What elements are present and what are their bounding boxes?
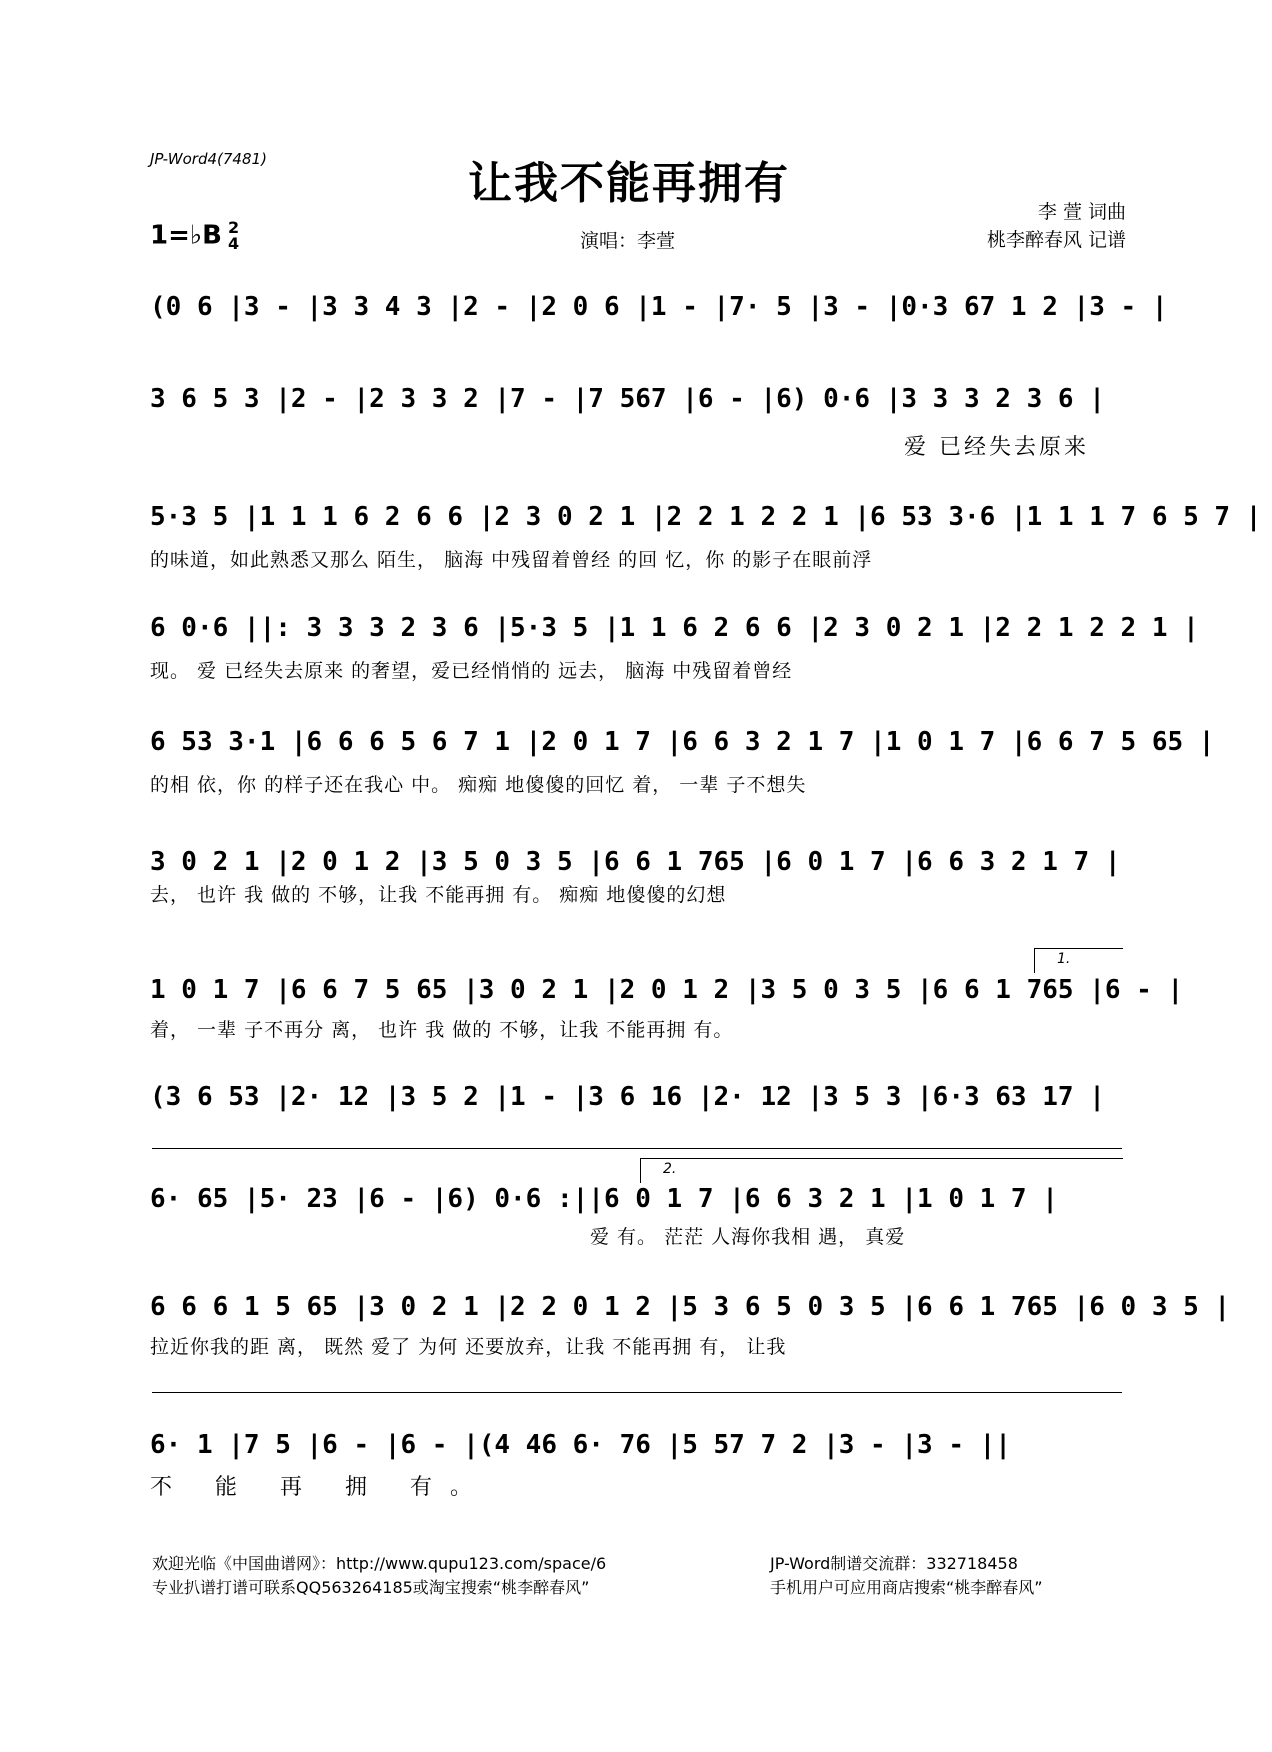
notation-line: 6· 65 |5· 23 |6 - |6) 0·6 :||6 0 1 7 |6 6 3 2 1 |1 0 1 7 | — [150, 1184, 1058, 1214]
credits — [987, 198, 1126, 254]
lyric-line: 爱 有。 茫茫 人海你我相 遇， 真爱 — [590, 1226, 906, 1248]
lyric-line: 爱 已经失去原来 — [904, 435, 1089, 460]
lyric-line: 着， 一辈 子不再分 离， 也许 我 做的 不够，让我 不能再拥 有。 — [150, 1019, 734, 1041]
notation-line: 5·3 5 |1 1 1 6 2 6 6 |2 3 0 2 1 |2 2 1 2 2 1 |6 53 3·6 |1 1 1 7 6 5 7 | — [150, 502, 1262, 532]
second-ending-label: 2. — [663, 1161, 677, 1177]
lyric-line: 的味道，如此熟悉又那么 陌生， 脑海 中残留着曾经 的回 忆，你 的影子在眼前浮 — [150, 549, 873, 571]
lyric-line: 的相 依，你 的样子还在我心 中。 痴痴 地傻傻的回忆 着， 一辈 子不想失 — [150, 774, 807, 796]
notation-line: 1 0 1 7 |6 6 7 5 65 |3 0 2 1 |2 0 1 2 |3 5 0 3 5 |6 6 1 765 |6 - | — [150, 975, 1184, 1005]
lyric-line: 现。 爱 已经失去原来 的奢望，爱已经悄悄的 远去， 脑海 中残留着曾经 — [150, 660, 793, 682]
footer-group-line: JP-Word制谱交流群：332718458 — [770, 1554, 1018, 1573]
transcriber-credit: 桃李醉春风 记谱 — [986, 229, 1126, 251]
tie-line — [152, 1148, 1122, 1149]
lyric-line: 拉近你我的距 离， 既然 爱了 为何 还要放弃，让我 不能再拥 有， 让我 — [150, 1336, 787, 1358]
lyric-line: 不 能 再 拥 有。 — [150, 1475, 490, 1500]
notation-line: (0 6 |3 - |3 3 4 3 |2 - |2 0 6 |1 - |7· 5 |3 - |0·3 67 1 2 |3 - | — [150, 292, 1168, 322]
second-ending-bracket — [640, 1158, 1123, 1183]
software-label: JP-Word4(7481) — [150, 150, 267, 168]
time-signature — [228, 220, 239, 252]
footer-website-line: 欢迎光临《中国曲谱网》：http://www.qupu123.com/space/6 — [152, 1554, 607, 1573]
lyric-line: 去， 也许 我 做的 不够，让我 不能再拥 有。 痴痴 地傻傻的幻想 — [150, 884, 727, 906]
notation-line: 3 0 2 1 |2 0 1 2 |3 5 0 3 5 |6 6 1 765 |6 0 1 7 |6 6 3 2 1 7 | — [150, 847, 1121, 877]
tie-line — [152, 1392, 1122, 1393]
first-ending-bracket — [1034, 948, 1123, 973]
time-signature-top: 2 — [227, 218, 240, 237]
key-signature — [150, 220, 239, 252]
notation-line: 6 6 6 1 5 65 |3 0 2 1 |2 2 0 1 2 |5 3 6 5 0 3 5 |6 6 1 765 |6 0 3 5 | — [150, 1292, 1231, 1322]
time-signature-bottom: 4 — [227, 234, 240, 253]
footer-left — [152, 1552, 606, 1600]
song-title: 让我不能再拥有 — [468, 158, 790, 209]
key-label: 1=♭B — [150, 220, 222, 251]
notation-line: 3 6 5 3 |2 - |2 3 3 2 |7 - |7 567 |6 - |6) 0·6 |3 3 3 2 3 6 | — [150, 384, 1105, 414]
notation-line: 6· 1 |7 5 |6 - |6 - |(4 46 6· 76 |5 57 7 2 |3 - |3 - || — [150, 1430, 1011, 1460]
footer-app-line: 手机用户可应用商店搜索“桃李醉春风” — [770, 1578, 1043, 1597]
notation-line: 6 53 3·1 |6 6 6 5 6 7 1 |2 0 1 7 |6 6 3 2 1 7 |1 0 1 7 |6 6 7 5 65 | — [150, 727, 1215, 757]
first-ending-label: 1. — [1057, 951, 1071, 967]
singer-credit: 演唱：李萱 — [580, 230, 676, 252]
composer-credit: 李 萱 词曲 — [1037, 201, 1126, 223]
footer-right — [770, 1552, 1043, 1600]
notation-line: (3 6 53 |2· 12 |3 5 2 |1 - |3 6 16 |2· 12 |3 5 3 |6·3 63 17 | — [150, 1082, 1105, 1112]
footer-contact-line: 专业扒谱打谱可联系QQ563264185或淘宝搜索“桃李醉春风” — [152, 1578, 590, 1597]
notation-line: 6 0·6 ||: 3 3 3 2 3 6 |5·3 5 |1 1 6 2 6 6 |2 3 0 2 1 |2 2 1 2 2 1 | — [150, 613, 1199, 643]
